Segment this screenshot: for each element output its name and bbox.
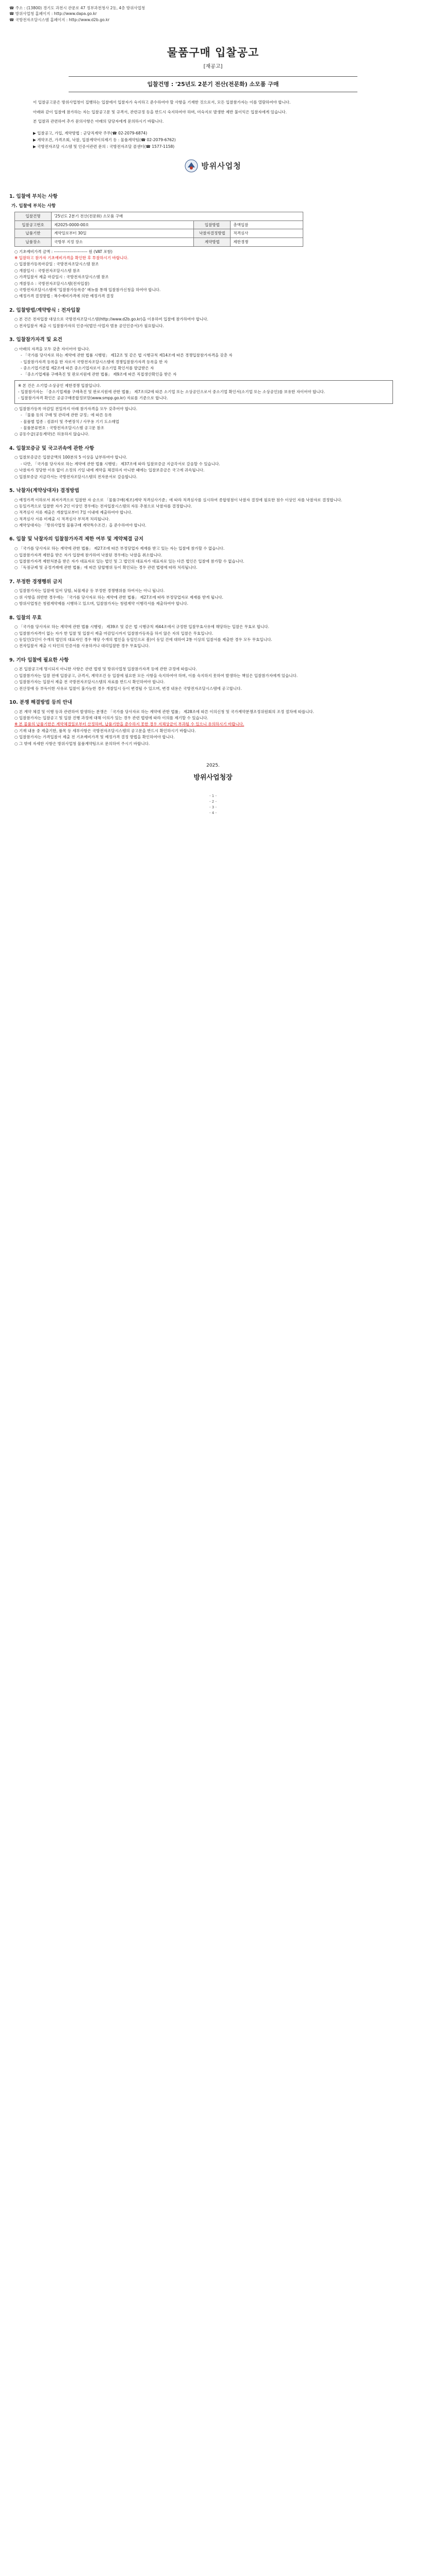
list-item: ○ 입찰참가자는 입찰에 있어 담합, 뇌물제공 등 부정한 경쟁행위를 하여서는 아니 됩니다.: [14, 588, 165, 594]
list-item: ○ 예정가격 결정방법 : 복수예비가격에 의한 예정가격 결정: [14, 294, 114, 299]
list-item: - 「중소기업제품 구매촉진 및 판로지원에 관한 법률」 제9조에 따른 직접생산확인을 받은 자: [21, 372, 177, 377]
header-line: ☎ 국방전자조달시스템 홈페이지 : http://www.d2b.go.kr: [9, 17, 110, 22]
contact-list: [33, 130, 393, 150]
table-cell: 제2025-0000-00호: [52, 221, 194, 229]
section-6: [9, 536, 417, 571]
page-number: - 3 -: [209, 805, 217, 809]
table-cell: 국방부 지정 장소: [52, 238, 194, 247]
list-item: - 입찰참가자격 등록을 한 자로서 국방전자조달시스템에 경쟁입찰참가자격 등록을 한 자: [21, 359, 168, 364]
section-title: 8. 입찰의 무효: [9, 615, 42, 621]
list-item: ○ 입찰참가자격이 없는 자가 한 입찰 및 입찰서 제출 마감일시까지 입찰참가등록을 하지 않은 자의 입찰은 무효입니다.: [14, 631, 214, 636]
intro-paragraph: 아래와 같이 입찰에 참가하는 자는 입찰공고문 및 규격서, 관련규정 등을 반드시 숙지하여야 하며, 미숙지로 발생한 제반 불이익은 입찰자에게 있습니다.: [33, 109, 287, 114]
table-cell: 총액입찰: [231, 221, 303, 229]
page-number: - 1 -: [209, 794, 217, 799]
list-item: ○ 방위사업청은 청렴계약제를 시행하고 있으며, 입찰참가자는 청렴계약 이행각서를 제출하여야 합니다.: [14, 601, 189, 606]
list-item: ○ 낙찰자가 정당한 이유 없이 소정의 기일 내에 계약을 체결하지 아니한 때에는 입찰보증금은 국고에 귀속됩니다.: [14, 468, 205, 473]
page-number: - 2 -: [209, 799, 217, 804]
list-item: ○ 「국가를 당사자로 하는 계약에 관한 법률」 제27조에 따른 부정당업자 제재를 받고 있는 자는 입찰에 참가할 수 없습니다.: [14, 546, 225, 551]
list-item: ○ 동일가격으로 입찰한 자가 2인 이상인 경우에는 전자입찰시스템의 자동 추첨으로 낙찰자를 결정합니다.: [14, 503, 192, 509]
page-number-list: [9, 793, 417, 816]
section-title: 4. 입찰보증금 및 국고귀속에 관한 사항: [9, 445, 94, 451]
section-title: 9. 기타 입찰에 필요한 사항: [9, 657, 69, 663]
table-row: [15, 238, 303, 247]
table-cell: 납품장소: [15, 238, 52, 247]
list-item: ○ 국방전자조달시스템에 '입찰참가등록증' 메뉴를 통해 입찰참가신청을 하여야 합니다.: [14, 287, 161, 292]
table-row: [15, 212, 303, 221]
list-item: ○ 입찰참가자는 가격입찰서 제출 전 기초예비가격 및 예정가격 결정 방법을 확인하여야 합니다.: [14, 735, 175, 740]
section-4: [9, 445, 417, 480]
list-item: - 물품별 업종 : 컴퓨터 및 주변장치 / 사무용 기기 도소매업: [21, 419, 119, 424]
red-notice: ※ 본 물품의 납품기한은 계약체결일로부터 산정하며, 납품기한을 준수하지 못한 경우 지체상금이 부과될 수 있으니 유의하시기 바랍니다.: [14, 722, 244, 727]
closing: [9, 762, 417, 783]
list-item: ○ 입찰참가자격 제한을 받은 자가 입찰에 참가하여 낙찰된 경우에는 낙찰을 취소합니다.: [14, 552, 162, 557]
list-item: - 중소기업기본법 제2조에 따른 중소기업자로서 중소기업 확인서를 발급받은 자: [21, 366, 154, 371]
section-1: [9, 193, 417, 299]
table-row: [15, 221, 303, 229]
table-cell: 계약일로부터 30일: [52, 229, 194, 238]
table-cell: 납품기한: [15, 229, 52, 238]
section-7: [9, 579, 417, 607]
list-item: ○ 입찰참가자는 입찰서 제출 전 국방전자조달시스템의 자료를 반드시 확인하여야 합니다.: [14, 680, 165, 685]
list-item: - 다만, 「국가를 당사자로 하는 계약에 관한 법률 시행령」 제37조에 따라 입찰보증금 지급각서로 갈음할 수 있습니다.: [21, 461, 220, 466]
contact-item: ▶ 입찰공고, 가입, 계약방법 : 군당직계약 주무(☎ 02-2079-6874): [33, 131, 148, 136]
notice-line: - 입찰참가자는 「중소기업제품 구매촉진 및 판로지원에 관한 법률」 제7조의2에 따른 소기업 또는 소상공인으로서 중소기업 확인서(소기업 또는 소상공인)를 보유한 자이어야 합니다.: [18, 389, 325, 394]
list-item: ○ 동일인(1인이 수개의 법인의 대표자인 경우 해당 수개의 법인을 동일인으로 봄)이 동일 건에 대하여 2통 이상의 입찰서를 제출한 경우 모두 무효입니다.: [14, 637, 272, 642]
section-title: 10. 분쟁 해결방법 등의 안내: [9, 699, 72, 705]
header-line: ☎ 방위사업청 홈페이지 : http://www.dapa.go.kr: [9, 11, 97, 16]
section-10: [9, 699, 417, 747]
list-item: ○ 가격입찰서 제출 마감일시 : 국방전자조달시스템 참조: [14, 275, 109, 280]
list-item: ○ 적격심사 서류 미제출 시 적격심사 부적격 처리됩니다.: [14, 516, 110, 521]
list-item: ○ 입찰참가등록마감일 : 국방전자조달시스템 참조: [14, 262, 99, 267]
section-title: 7. 부정한 경쟁행위 금지: [9, 579, 62, 585]
list-item: ○ 그 밖에 자세한 사항은 방위사업청 물품계약팀으로 문의하여 주시기 바랍니다.: [14, 741, 150, 746]
intro-paragraph: 이 입찰공고문은 방위사업청이 집행하는 입찰에서 입찰자가 숙지하고 준수하여야 할 사항을 기재한 것으로서, 모든 입찰참가자는 이를 열람하여야 합니다.: [33, 99, 291, 105]
list-item: ○ 개찰장소 : 국방전자조달시스템(전자입찰): [14, 281, 90, 286]
list-item: ○ 본 입찰공고에 명시되지 아니한 사항은 관련 법령 및 방위사업청 입찰참가자격 등에 관한 규정에 따릅니다.: [14, 667, 197, 672]
document-subtitle: [재공고]: [203, 64, 223, 70]
document-title: 물품구매 입찰공고: [167, 46, 259, 59]
header-line: ☎ 주소 : (13800) 경기도 과천시 관문로 47 정부과천청사 2동, 4층 방위사업청: [9, 6, 145, 10]
list-item: ○ 예정가격 이하로서 최저가격으로 입찰한 자 순으로 「물품구매(제조)계약 적격심사기준」에 따라 적격심사를 실시하여 종합평점이 낙찰자 결정에 필요한 점수 이상인 자를 낙찰자로 결정합니다.: [14, 497, 342, 502]
list-item: ○ 전자입찰서 제출 시 입찰참가자의 인증서(법인·사업자 범용 공인인증서)가 필요합니다.: [14, 323, 164, 328]
bid-subject: 입찰건명 : '25년도 2분기 전산(전문화) 소모품 구매: [69, 76, 357, 92]
section-title: 2. 입찰방법/계약방식 : 전자입찰: [9, 307, 80, 313]
table-cell: 계약방법: [194, 238, 231, 247]
notice-line: - 입찰참가자격 확인은 공공구매종합정보망(www.smpp.go.kr) 자료를 기준으로 합니다.: [18, 395, 168, 400]
org-logo: [9, 159, 417, 173]
table-cell: 낙찰자결정방법: [194, 229, 231, 238]
closing-date: 2025.: [206, 762, 220, 768]
list-item: - 「국가를 당사자로 하는 계약에 관한 법률 시행령」 제12조 및 같은 법 시행규칙 제14조에 따른 경쟁입찰참가자격을 갖춘 자: [21, 353, 233, 358]
table-row: [15, 229, 303, 238]
table-cell: 적격심사: [231, 229, 303, 238]
list-item: ○ 입찰참가자격 제한처분을 받은 자가 대표자로 있는 법인 및 그 법인의 대표자가 대표자로 있는 다른 법인은 입찰에 참가할 수 없습니다.: [14, 558, 244, 564]
section-2: [9, 307, 417, 329]
page-number: - 4 -: [209, 810, 217, 815]
table-cell: 입찰방법: [194, 221, 231, 229]
header-info: [9, 5, 417, 23]
list-item: ○ 본 계약 체결 및 이행 등과 관련하여 발생하는 분쟁은 「국가를 당사자로 하는 계약에 관한 법률」 제28조에 따른 이의신청 및 국가계약분쟁조정위원회의 조정 절차에 따릅니다.: [14, 709, 314, 714]
notice-box: [14, 380, 393, 404]
subsection-title: 가. 입찰에 부치는 사항: [11, 204, 56, 209]
list-item: ※ 입찰하고 참가자 기초예비가격을 확인한 후 투찰하시기 바랍니다.: [14, 256, 128, 261]
section-3: [9, 336, 417, 437]
section-title: 6. 입찰 및 낙찰자의 입찰참가자격 제한 여부 및 계약체결 금지: [9, 536, 144, 543]
list-item: ○ 입찰보증금 지급각서는 국방전자조달시스템의 전자문서로 갈음합니다.: [14, 474, 138, 479]
list-item: ○ 기초예비가격 금액 : ------------------------ 원 (VAT 포함): [14, 249, 113, 254]
closing-org: 방위사업청장: [193, 773, 233, 782]
list-item: ○ 개찰일시 : 국방전자조달시스템 참조: [14, 268, 80, 273]
table-cell: 제한경쟁: [231, 238, 303, 247]
list-item: ○ 적격심사 서류 제출은 개찰일로부터 7일 이내에 제출하여야 합니다.: [14, 510, 133, 515]
intro-paragraph: 본 입찰과 관련하여 추가 문의사항은 아래의 담당자에게 문의하시기 바랍니다.: [33, 119, 164, 124]
list-item: ○ 전자입찰서 제출 시 타인의 인증서를 사용하거나 대리입찰한 경우 무효입니다.: [14, 643, 150, 649]
bid-info-table: [14, 212, 303, 247]
table-cell: '25년도 2분기 전산(전문화) 소모품 구매: [52, 212, 303, 221]
dapa-emblem-icon: [185, 159, 198, 173]
list-item: ○ 위 사항을 위반한 경우에는 「국가를 당사자로 하는 계약에 관한 법률」 제27조에 따라 부정당업자로 제재를 받게 됩니다.: [14, 595, 223, 600]
list-item: ○ 기재 내용 중 제출기한, 품목 등 세부사항은 국방전자조달시스템의 공고문을 반드시 확인하시기 바랍니다.: [14, 728, 196, 733]
section-5: [9, 487, 417, 529]
table-cell: 입찰건명: [15, 212, 52, 221]
contact-item: ▶ 국방전자조달 시스템 및 인증서관련 문의 : 국방전자조달 콜센터(☎ 1577-1158): [33, 144, 175, 149]
notice-line: ※ 본 건은 소기업·소상공인 제한경쟁 입찰입니다.: [18, 383, 101, 388]
intro-text: [33, 99, 393, 125]
list-item: ○ 「국가를 당사자로 하는 계약에 관한 법률 시행령」 제39조 및 같은 법 시행규칙 제44조에서 규정한 입찰무효사유에 해당하는 입찰은 무효로 합니다.: [14, 624, 270, 630]
title-block: [9, 44, 417, 92]
list-item: ○ 「독점규제 및 공정거래에 관한 법률」에 따른 담합행위 등이 확인되는 경우 관련 법령에 따라 처리됩니다.: [14, 565, 198, 570]
list-item: ○ 입찰참가등록 마감일 전일까지 아래 참가자격을 모두 갖추어야 합니다.: [14, 406, 138, 411]
section-title: 5. 낙찰자(계약상대자) 결정방법: [9, 487, 79, 494]
list-item: - 「물품 등의 구매 및 관리에 관한 규정」에 따른 등록: [21, 413, 112, 418]
section-9: [9, 657, 417, 692]
list-item: ○ 아래의 자격을 모두 갖춘 자이어야 합니다.: [14, 346, 90, 351]
list-item: ○ 계약상대자는 「방위사업청 물품구매 계약특수조건」을 준수하여야 합니다.: [14, 523, 146, 528]
section-8: [9, 615, 417, 650]
list-item: ○ 입찰참가자는 입찰공고 및 입찰 진행 과정에 대해 이의가 있는 경우 관련 법령에 따라 이의를 제기할 수 있습니다.: [14, 716, 208, 721]
list-item: ○ 본 건은 전자입찰 대상으로 국방전자조달시스템(http://www.d2b.go.kr)을 이용하여 입찰에 참가하여야 합니다.: [14, 317, 208, 322]
list-item: ○ 입찰보증금은 입찰금액의 100분의 5 이상을 납부하여야 합니다.: [14, 455, 127, 460]
list-item: ○ 전산장애 등 부득이한 사유로 입찰이 불가능한 경우 개찰일시 등이 변경될 수 있으며, 변경 내용은 국방전자조달시스템에 공고합니다.: [14, 686, 242, 691]
list-item: ○ 공동수급(공동계약)은 허용하지 않습니다.: [14, 432, 90, 437]
org-name: 방위사업청: [201, 161, 241, 171]
contact-item: ▶ 계약조건, 가격조회, 낙찰, 입찰계약이의제기 등 : 물품계약팀(☎ 02-2079-6762): [33, 137, 176, 142]
table-cell: 입찰공고번호: [15, 221, 52, 229]
section-title: 3. 입찰참가자격 및 요건: [9, 337, 62, 343]
list-item: - 물품분류번호 : 국방전자조달시스템 공고문 참조: [21, 425, 105, 430]
section-title: 1. 입찰에 부치는 사항: [9, 194, 58, 200]
list-item: ○ 입찰참가자는 입찰 전에 입찰공고, 규격서, 계약조건 등 입찰에 필요한 모든 사항을 숙지하여야 하며, 이를 숙지하지 못하여 발생하는 책임은 입찰참가자에게 있습니다.: [14, 673, 298, 678]
